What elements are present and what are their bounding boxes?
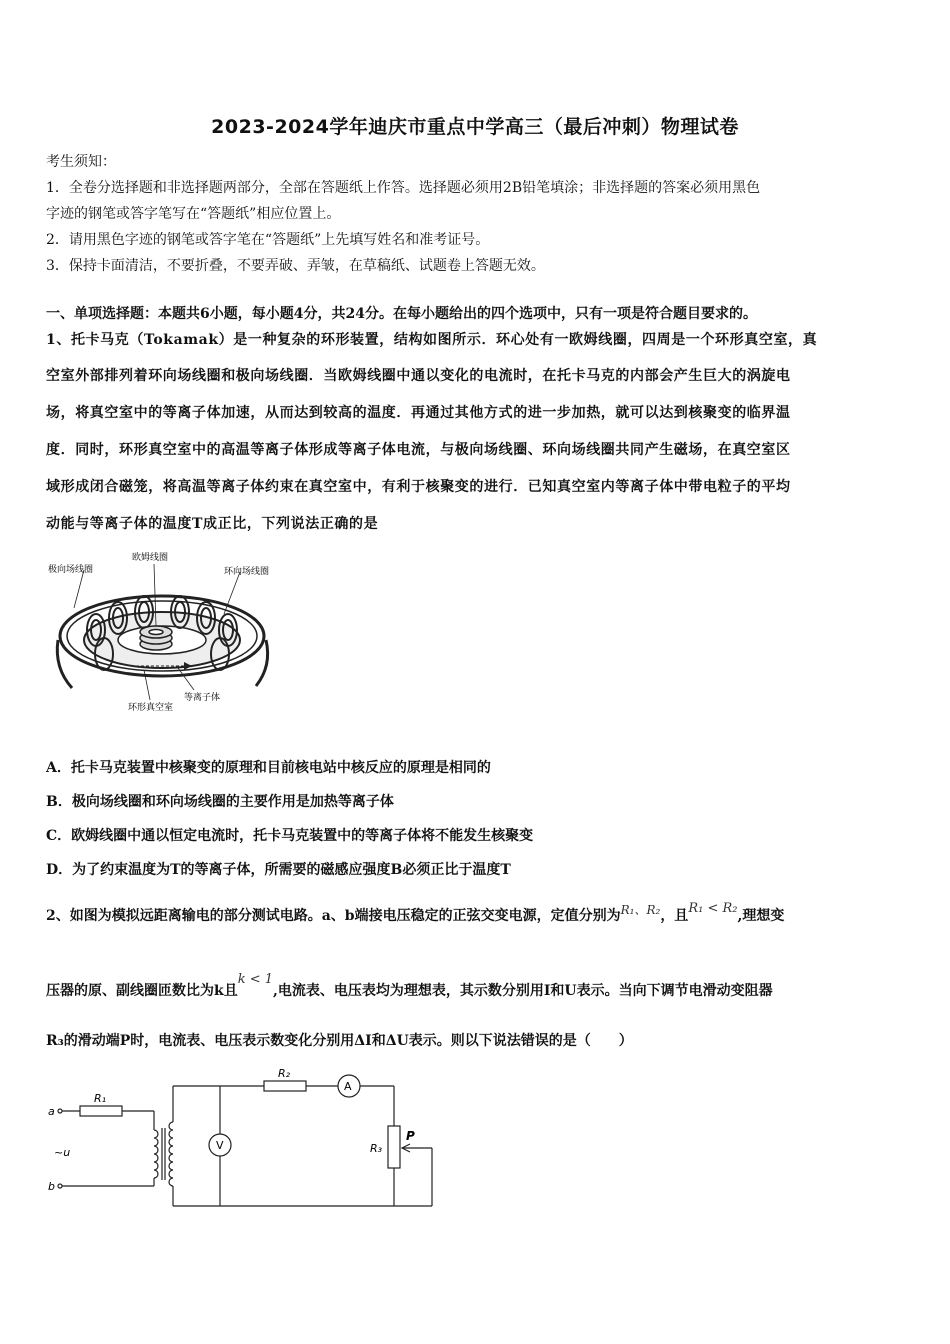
slider-label: P xyxy=(406,1129,415,1143)
notice-item: 1．全卷分选择题和非选择题两部分，全部在答题纸上作答。选择题必须用2B铅笔填涂；非选择题的答案必须用黑色 xyxy=(46,180,761,196)
label-plasma: 等离子体 xyxy=(184,693,221,703)
label-ohm-coil: 欧姆线圈 xyxy=(132,553,169,563)
question-text-line: 空室外部排列着环向场线圈和极向场线圈．当欧姆线圈中通以变化的电流时，在托卡马克的内部会产生巨大的涡旋电 xyxy=(46,368,791,384)
notice-item: 字迹的钢笔或答字笔写在“答题纸”相应位置上。 xyxy=(46,206,341,222)
notice-heading: 考生须知： xyxy=(46,154,116,170)
terminal-a: a xyxy=(48,1105,55,1118)
q2-text: 2、如图为模拟远距离输电的部分测试电路。a、b端接电压稳定的正弦交变电源，定值分别为 xyxy=(46,908,621,924)
q2-text: ，且 xyxy=(660,908,689,924)
question-text-line: 场，将真空室中的等离子体加速，从而达到较高的温度．再通过其他方式的进一步加热，就可以达到核聚变的临界温 xyxy=(46,405,791,421)
q2-cond-k: k < 1 xyxy=(237,972,274,987)
exam-title: 2023-2024学年迪庆市重点中学高三（最后冲刺）物理试卷 xyxy=(211,116,739,138)
r3-label: R₃ xyxy=(370,1142,383,1155)
notice-item: 2．请用黑色字迹的钢笔或答字笔在“答题纸”上先填写姓名和准考证号。 xyxy=(46,232,490,248)
option-b: B．极向场线圈和环向场线圈的主要作用是加热等离子体 xyxy=(46,794,394,810)
tokamak-figure xyxy=(44,548,284,718)
voltmeter-label: V xyxy=(216,1139,224,1152)
section-heading: 一、单项选择题：本题共6小题，每小题4分，共24分。在每小题给出的四个选项中，只有一项是符合题目要求的。 xyxy=(46,306,757,322)
ammeter-label: A xyxy=(344,1080,352,1093)
question-text-line: 动能与等离子体的温度T成正比，下列说法正确的是 xyxy=(46,516,379,532)
notice-item: 3．保持卡面清洁，不要折叠，不要弄破、弄皱，在草稿纸、试题卷上答题无效。 xyxy=(46,258,545,274)
option-c: C．欧姆线圈中通以恒定电流时，托卡马克装置中的等离子体将不能发生核聚变 xyxy=(46,828,534,844)
q2-r1r2: R₁、R₂ xyxy=(620,903,661,917)
q2-cond-r: R₁ < R₂ xyxy=(688,901,738,916)
option-a: A．托卡马克装置中核聚变的原理和目前核电站中核反应的原理是相同的 xyxy=(46,760,491,776)
label-toroidal-coil: 环向场线圈 xyxy=(224,567,270,577)
r1-label: R₁ xyxy=(94,1092,107,1105)
question-2-line-2 xyxy=(46,972,908,1002)
question-text-line: 度．同时，环形真空室中的高温等离子体形成等离子体电流，与极向场线圈、环向场线圈共同产生磁场，在真空室区 xyxy=(46,442,791,458)
q2-text: ,电流表、电压表均为理想表，其示数分别用I和U表示。当向下调节电滑动变阻器 xyxy=(273,983,773,999)
terminal-b: b xyxy=(48,1180,55,1193)
label-chamber: 环形真空室 xyxy=(128,703,174,713)
circuit-figure xyxy=(44,1060,444,1210)
q2-text: ,理想变 xyxy=(737,908,785,924)
option-d: D．为了约束温度为T的等离子体，所需要的磁感应强度B必须正比于温度T xyxy=(46,862,511,878)
r2-label: R₂ xyxy=(278,1067,291,1080)
question-text-line: 1、托卡马克（Tokamak）是一种复杂的环形装置，结构如图所示．环心处有一欧姆线圈，四周是一个环形真空室，真 xyxy=(46,332,818,348)
label-poloidal-coil: 极向场线圈 xyxy=(48,565,94,575)
question-text-line: 域形成闭合磁笼，将高温等离子体约束在真空室中，有利于核聚变的进行．已知真空室内等离子体中带电粒子的平均 xyxy=(46,479,791,495)
question-2-line-1 xyxy=(46,901,908,927)
question-2-line-3: R₃的滑动端P时，电流表、电压表示数变化分别用ΔI和ΔU表示。则以下说法错误的是（ ） xyxy=(46,1033,633,1049)
source-label: ~u xyxy=(54,1146,71,1159)
q2-text: 压器的原、副线圈匝数比为k且 xyxy=(46,983,238,999)
